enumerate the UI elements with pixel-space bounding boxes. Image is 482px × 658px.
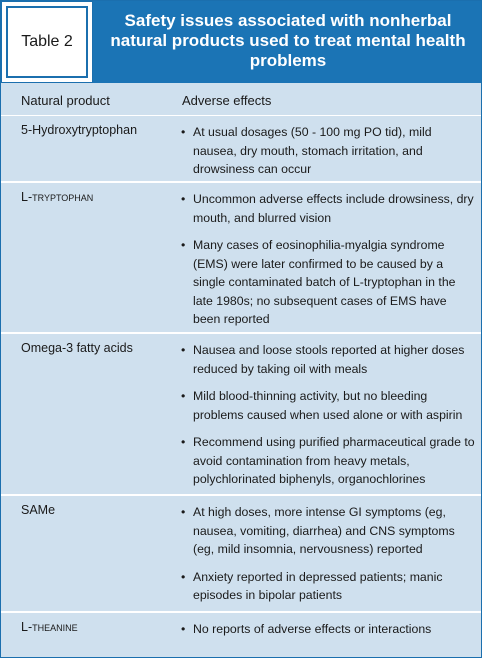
table-label: Table 2: [6, 6, 88, 78]
product-name: L-theanine: [21, 620, 78, 634]
table-label-box: [1, 1, 93, 83]
table-row: [1, 183, 481, 334]
effects-list: [181, 190, 475, 338]
effects-list: [181, 620, 475, 648]
table-row: [1, 496, 481, 613]
effect-item: • No reports of adverse effects or interactions: [181, 620, 475, 639]
column-header-effects: Adverse effects: [182, 93, 272, 108]
effects-list: [181, 123, 475, 188]
product-name: 5-Hydroxytryptophan: [21, 123, 138, 137]
table-row: [1, 334, 481, 496]
table-title: Safety issues associated with nonherbal natural products used to treat mental health problems: [110, 11, 466, 70]
effect-item: • Mild blood-thinning activity, but no bleeding problems caused when used alone or with aspirin: [181, 387, 475, 424]
table-header: [1, 1, 481, 83]
effect-item: • Anxiety reported in depressed patients; manic episodes in bipolar patients: [181, 568, 475, 605]
effect-item: • At usual dosages (50 - 100 mg PO tid), mild nausea, dry mouth, stomach irritation, and drowsiness can occur: [181, 123, 475, 179]
column-header-row: [1, 85, 481, 116]
product-name: Omega-3 fatty acids: [21, 341, 133, 355]
effect-item: • Many cases of eosinophilia-myalgia syndrome (EMS) were later confirmed to be caused by a single contaminated batch of L-tryptophan in the late 1980s; no subsequent cases of EMS have been reported: [181, 236, 475, 329]
effect-item: • At high doses, more intense GI symptoms (eg, nausea, vomiting, diarrhea) and CNS symptoms (eg, mild insomnia, nervousness) reported: [181, 503, 475, 559]
effect-item: • Recommend using purified pharmaceutical grade to avoid contamination from heavy metals, polychlorinated biphenyls, organochlorines: [181, 433, 475, 489]
product-name: L-tryptophan: [21, 190, 94, 204]
table-row: [1, 613, 481, 651]
table-body: [1, 116, 481, 651]
effect-item: • Uncommon adverse effects include drowsiness, dry mouth, and blurred vision: [181, 190, 475, 227]
effects-list: [181, 341, 475, 498]
column-header-product: Natural product: [21, 93, 110, 108]
effect-item: • Nausea and loose stools reported at higher doses reduced by taking oil with meals: [181, 341, 475, 378]
product-name: SAMe: [21, 503, 56, 517]
effects-list: [181, 503, 475, 614]
table-row: [1, 116, 481, 183]
